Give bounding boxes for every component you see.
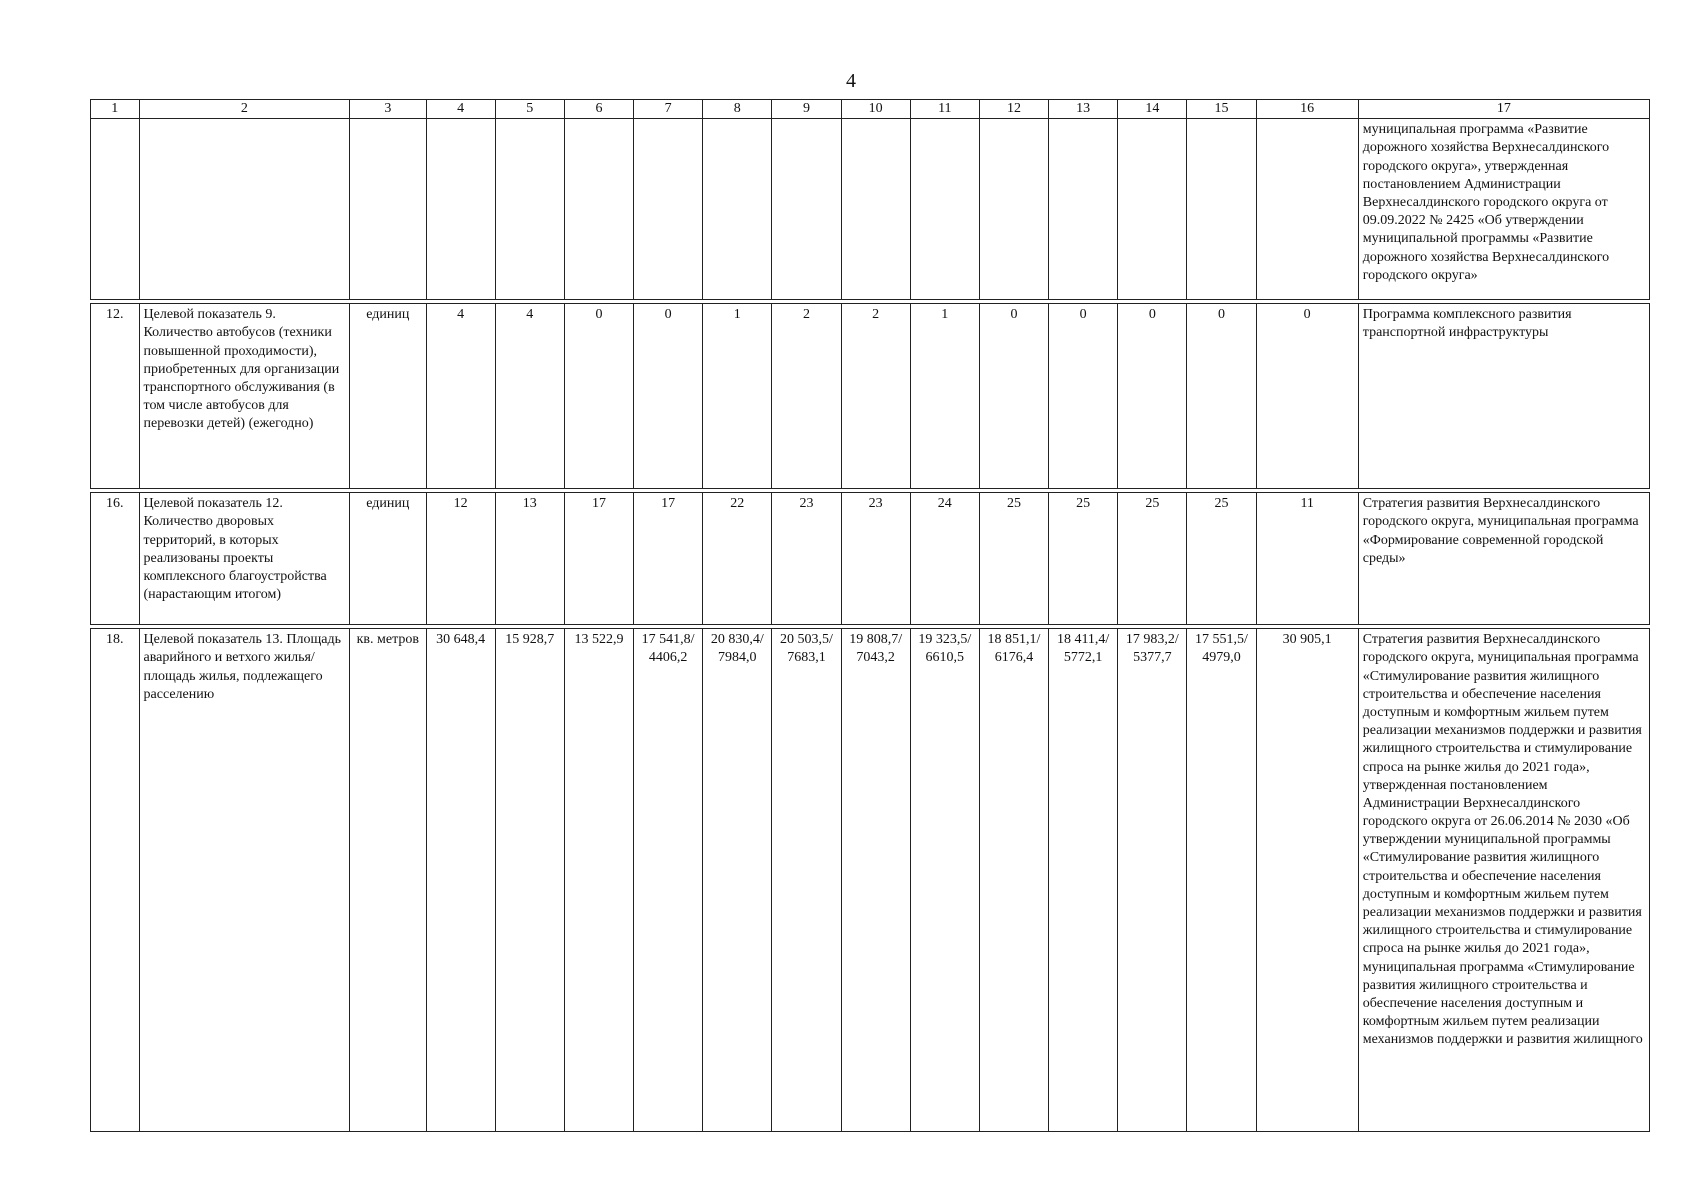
value-cell: 19 808,7/ 7043,2 [841,629,910,1132]
value-cell: 23 [772,493,841,625]
value-cell: 0 [1118,304,1187,489]
value-cell: 0 [979,304,1048,489]
value-cell: 22 [703,493,772,625]
row-number: 16. [91,493,140,625]
row-number [91,119,140,300]
source-document: Стратегия развития Верхнесалдинского городского округа, муниципальная программа «Формирование современной городской среды» [1358,493,1649,625]
header-cell: 14 [1118,100,1187,119]
header-cell: 8 [703,100,772,119]
header-cell: 4 [426,100,495,119]
value-cell [426,119,495,300]
value-cell [841,119,910,300]
value-cell [772,119,841,300]
value-cell: 25 [1187,493,1256,625]
value-cell [1049,119,1118,300]
table-header [91,100,1650,119]
unit: единиц [350,304,426,489]
unit [350,119,426,300]
value-cell: 0 [1256,304,1358,489]
value-cell: 17 [564,493,633,625]
source-document: Стратегия развития Верхнесалдинского городского округа, муниципальная программа «Стимулирование развития жилищного строительства и обеспечение населения доступным и комфортным жильем путем реализации механизмов поддержки и развития жилищного строительства и стимулирование спроса на рынке жилья до 2021 года», утвержденная постановлением Администрации Верхнесалдинского городского округа от 26.06.2014 № 2030 «Об утверждении муниципальной программы «Стимулирование развития жилищного строительства и обеспечение населения доступным и комфортным жильем путем реализации механизмов поддержки и развития жилищного строительства и стимулирование спроса на рынке жилья до 2021 года», муниципальная программа «Стимулирование развития жилищного строительства и обеспечение населения доступным и комфортным жильем путем реализации механизмов поддержки и развития жилищного [1358,629,1649,1132]
value-cell: 30 905,1 [1256,629,1358,1132]
source-document: муниципальная программа «Развитие дорожного хозяйства Верхнесалдинского городского округа», утвержденная постановлением Администрации Верхнесалдинского городского округа от 09.09.2022 № 2425 «Об утверждении муниципальной программы «Развитие дорожного хозяйства Верхнесалдинского городского округа» [1358,119,1649,300]
value-cell: 12 [426,493,495,625]
value-cell [1187,119,1256,300]
unit: единиц [350,493,426,625]
row-number: 18. [91,629,140,1132]
header-cell: 16 [1256,100,1358,119]
header-cell: 6 [564,100,633,119]
value-cell [1256,119,1358,300]
header-cell: 11 [910,100,979,119]
header-cell: 10 [841,100,910,119]
value-cell: 25 [1118,493,1187,625]
indicator-name [139,119,350,300]
header-cell: 15 [1187,100,1256,119]
value-cell: 0 [1187,304,1256,489]
value-cell: 13 522,9 [564,629,633,1132]
value-cell: 17 [634,493,703,625]
header-cell: 12 [979,100,1048,119]
value-cell [634,119,703,300]
header-cell: 13 [1049,100,1118,119]
indicator-name: Целевой показатель 12. Количество дворовых территорий, в которых реализованы проекты комплексного благоустройства (нарастающим итогом) [139,493,350,625]
value-cell: 0 [634,304,703,489]
value-cell: 19 323,5/ 6610,5 [910,629,979,1132]
row-number: 12. [91,304,140,489]
value-cell: 20 830,4/ 7984,0 [703,629,772,1132]
indicators-table [90,99,1650,1132]
value-cell: 17 541,8/ 4406,2 [634,629,703,1132]
header-cell: 5 [495,100,564,119]
value-cell: 13 [495,493,564,625]
value-cell: 17 983,2/ 5377,7 [1118,629,1187,1132]
value-cell: 24 [910,493,979,625]
value-cell: 18 411,4/ 5772,1 [1049,629,1118,1132]
value-cell [910,119,979,300]
value-cell: 4 [495,304,564,489]
value-cell: 20 503,5/ 7683,1 [772,629,841,1132]
header-cell: 3 [350,100,426,119]
value-cell: 15 928,7 [495,629,564,1132]
value-cell: 1 [910,304,979,489]
value-cell [495,119,564,300]
value-cell: 0 [564,304,633,489]
header-cell: 2 [139,100,350,119]
value-cell: 0 [1049,304,1118,489]
value-cell: 2 [772,304,841,489]
header-cell: 1 [91,100,140,119]
table-row [91,629,1650,1132]
header-cell: 17 [1358,100,1649,119]
header-cell: 9 [772,100,841,119]
header-cell: 7 [634,100,703,119]
indicator-name: Целевой показатель 13. Площадь аварийного и ветхого жилья/ площадь жилья, подлежащего расселению [139,629,350,1132]
table-row [91,304,1650,489]
value-cell [564,119,633,300]
value-cell: 30 648,4 [426,629,495,1132]
value-cell: 23 [841,493,910,625]
value-cell [1118,119,1187,300]
value-cell [703,119,772,300]
value-cell [979,119,1048,300]
value-cell: 25 [1049,493,1118,625]
table-row [91,119,1650,300]
value-cell: 18 851,1/ 6176,4 [979,629,1048,1132]
value-cell: 25 [979,493,1048,625]
table-row [91,493,1650,625]
value-cell: 17 551,5/ 4979,0 [1187,629,1256,1132]
value-cell: 2 [841,304,910,489]
indicator-name: Целевой показатель 9. Количество автобусов (техники повышенной проходимости), приобретенных для организации транспортного обслуживания (в том числе автобусов для перевозки детей) (ежегодно) [139,304,350,489]
page-number: 4 [846,70,856,92]
header-row [91,100,1650,119]
source-document: Программа комплексного развития транспортной инфраструктуры [1358,304,1649,489]
value-cell: 1 [703,304,772,489]
unit: кв. метров [350,629,426,1132]
value-cell: 4 [426,304,495,489]
value-cell: 11 [1256,493,1358,625]
